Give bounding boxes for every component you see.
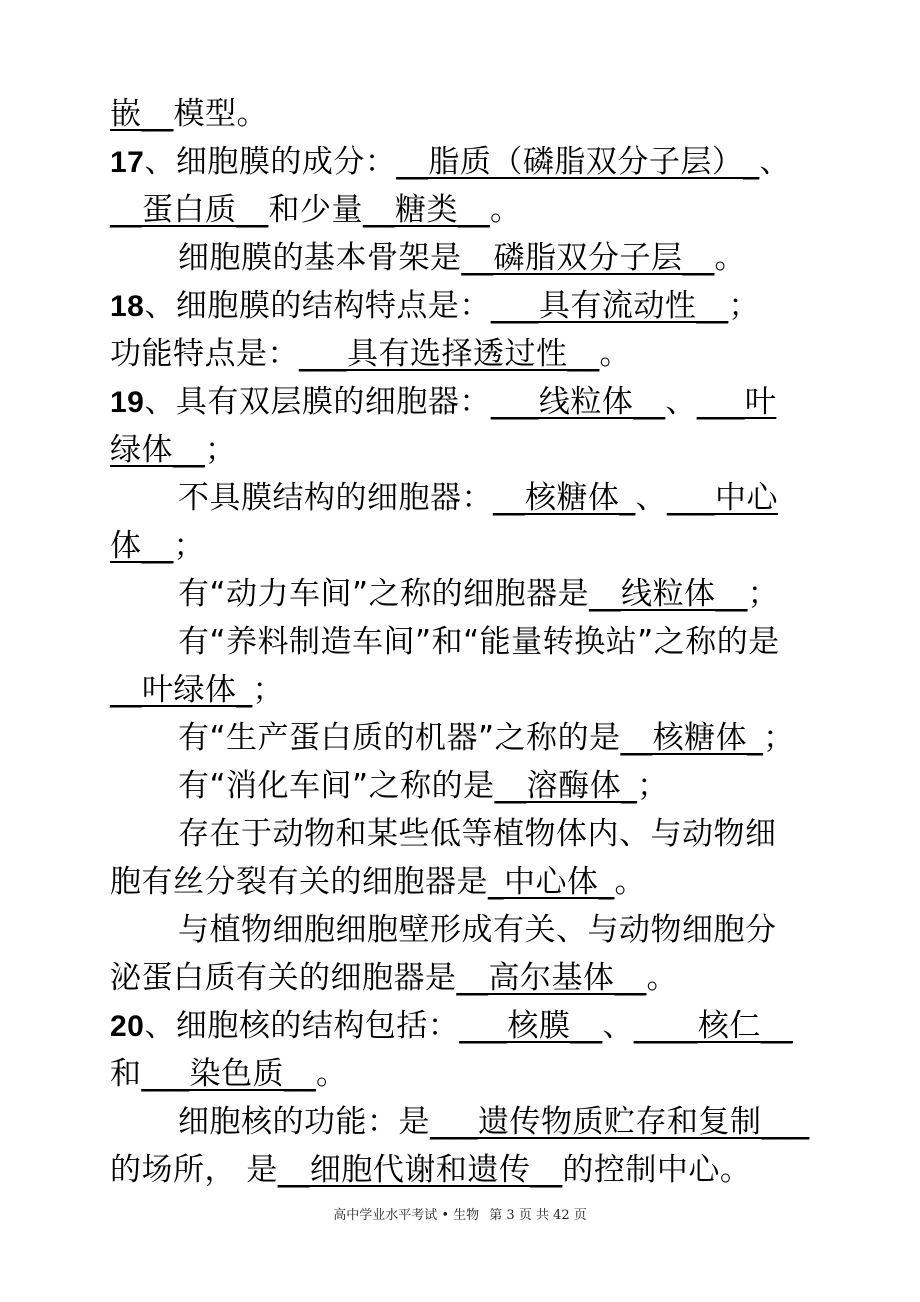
answer-blank: ___中心 xyxy=(667,480,778,516)
text-segment: ； xyxy=(747,576,780,612)
text-line xyxy=(110,762,840,810)
answer-blank: __蛋白质__ xyxy=(110,192,269,228)
text-line xyxy=(110,90,840,138)
text-segment: 与植物细胞细胞壁形成有关、与动物细胞分 xyxy=(178,912,777,948)
text-line xyxy=(110,378,840,426)
text-line xyxy=(110,234,840,282)
text-line xyxy=(110,570,840,618)
footer-page-number: 第 3 页 共 42 页 xyxy=(489,1208,587,1223)
answer-blank: __溶酶体_ xyxy=(494,768,638,804)
text-line xyxy=(110,186,840,234)
answer-blank: ____核仁__ xyxy=(633,1008,793,1044)
answer-blank: ___核膜__ xyxy=(459,1008,603,1044)
page-footer xyxy=(0,1204,920,1223)
text-segment: 功能特点是： xyxy=(110,336,299,372)
text-line xyxy=(110,1002,840,1050)
text-line xyxy=(110,906,840,954)
text-segment: 和少量 xyxy=(268,192,363,228)
text-segment: ； xyxy=(173,528,205,564)
text-segment: 存在于动物和某些低等植物体内、与动物细 xyxy=(178,816,777,852)
footer-subject: 高中学业水平考试 • 生物 xyxy=(333,1208,480,1223)
answer-blank: __细胞代谢和遗传__ xyxy=(277,1152,563,1188)
answer-blank: ___具有选择透过性__ xyxy=(299,336,600,372)
text-segment: 。 xyxy=(614,864,646,900)
answer-blank: 嵌__ xyxy=(110,96,174,132)
answer-blank: ___叶 xyxy=(696,384,777,420)
text-segment: 、细胞膜的结构特点是： xyxy=(144,288,491,324)
text-segment: 、 xyxy=(602,1008,634,1044)
text-line xyxy=(110,858,840,906)
text-line xyxy=(110,426,840,474)
answer-blank: __高尔基体__ xyxy=(456,960,647,996)
text-segment: 有“消化车间”之称的是 xyxy=(178,768,495,804)
text-segment: 泌蛋白质有关的细胞器是 xyxy=(110,960,457,996)
text-segment: 、细胞膜的成分： xyxy=(144,144,397,180)
answer-blank: __糖类__ xyxy=(363,192,490,228)
text-segment: 。 xyxy=(599,336,631,372)
answer-blank: __线粒体__ xyxy=(589,576,748,612)
text-segment: 。 xyxy=(490,192,522,228)
answer-blank: ___具有流动性__ xyxy=(490,288,729,324)
text-segment: 、具有双层膜的细胞器： xyxy=(144,384,491,420)
text-segment: 细胞核的功能：是 xyxy=(178,1104,430,1140)
question-number: 17 xyxy=(110,146,145,179)
answer-blank: __脂质（磷脂双分子层）_ xyxy=(396,144,760,180)
text-line xyxy=(110,1050,840,1098)
answer-blank: __磷脂双分子层__ xyxy=(461,240,715,276)
document-body xyxy=(110,90,840,1194)
text-line xyxy=(110,618,840,666)
text-segment: 的场所， 是 xyxy=(110,1152,278,1188)
text-segment: 。 xyxy=(714,240,746,276)
answer-blank: _中心体_ xyxy=(488,864,615,900)
text-line xyxy=(110,138,840,186)
text-segment: 细胞膜的基本骨架是 xyxy=(178,240,462,276)
answer-blank: __核糖体_ xyxy=(493,480,636,516)
text-segment: ； xyxy=(728,288,760,324)
text-segment: 、细胞核的结构包括： xyxy=(144,1008,460,1044)
text-line xyxy=(110,954,840,1002)
text-segment: 胞有丝分裂有关的细胞器是 xyxy=(110,864,488,900)
question-number: 18 xyxy=(110,290,145,323)
answer-blank: __叶绿体_ xyxy=(110,672,253,708)
answer-blank: ___线粒体__ xyxy=(490,384,666,420)
text-segment: 。 xyxy=(316,1056,348,1092)
text-line xyxy=(110,1146,840,1194)
text-segment: 、 xyxy=(759,144,791,180)
text-line xyxy=(110,282,840,330)
question-number: 20 xyxy=(110,1010,145,1043)
answer-blank: ___染色质__ xyxy=(141,1056,316,1092)
text-segment: ； xyxy=(637,768,669,804)
text-segment: 不具膜结构的细胞器： xyxy=(178,480,493,516)
text-line xyxy=(110,1098,840,1146)
text-line xyxy=(110,330,840,378)
text-segment: 有“生产蛋白质的机器”之称的是 xyxy=(178,720,621,756)
text-line xyxy=(110,810,840,858)
text-segment: 。 xyxy=(646,960,678,996)
text-segment: 和 xyxy=(110,1056,142,1092)
question-number: 19 xyxy=(110,386,145,419)
answer-blank: __核糖体_ xyxy=(620,720,764,756)
text-segment: 、 xyxy=(635,480,667,516)
text-segment: 有“动力车间”之称的细胞器是 xyxy=(178,576,590,612)
text-segment: 、 xyxy=(665,384,697,420)
text-segment: 有“养料制造车间”和“能量转换站”之称的是 xyxy=(178,624,780,660)
text-segment: ； xyxy=(763,720,795,756)
text-line xyxy=(110,474,840,522)
answer-blank: ___遗传物质贮存和复制___ xyxy=(430,1104,810,1140)
text-segment: ； xyxy=(252,672,284,708)
text-segment: ； xyxy=(205,432,237,468)
answer-blank: 绿体__ xyxy=(110,432,205,468)
text-segment: 模型。 xyxy=(173,96,268,132)
text-segment: 的控制中心。 xyxy=(562,1152,752,1188)
text-line xyxy=(110,714,840,762)
answer-blank: 体__ xyxy=(110,528,174,564)
text-line xyxy=(110,666,840,714)
text-line xyxy=(110,522,840,570)
